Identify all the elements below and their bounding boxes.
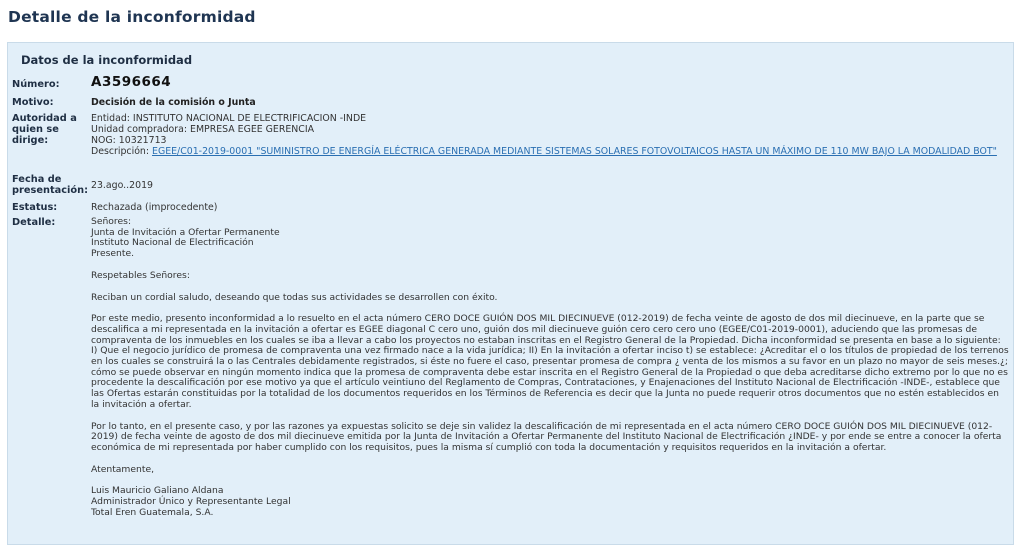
page-title: Detalle de la inconformidad bbox=[8, 8, 256, 26]
descripcion-block bbox=[91, 146, 1003, 157]
destinatario-3: Instituto Nacional de Electrificación bbox=[91, 237, 254, 249]
motivo-value: Decisión de la comisión o Junta bbox=[91, 97, 256, 108]
detalle-value bbox=[91, 217, 1009, 518]
despedida: Atentamente, bbox=[91, 463, 155, 475]
label-detalle: Detalle: bbox=[12, 217, 56, 228]
descripcion-link[interactable]: EGEE/C01-2019-0001 "SUMINISTRO DE ENERGÍA ELÉCTRICA GENERADA MEDIANTE SISTEMAS SOLARES FOTOVOLTAICOS HASTA UN MÁXIMO DE 110 MW BAJO LA MODALIDAD BOT" bbox=[152, 146, 997, 157]
firma-cargo: Administrador Único y Representante Legal bbox=[91, 496, 291, 508]
label-estatus: Estatus: bbox=[12, 202, 58, 213]
detail-panel bbox=[7, 42, 1014, 545]
estatus-value: Rechazada (improcedente) bbox=[91, 202, 218, 213]
destinatario-2: Junta de Invitación a Ofertar Permanente bbox=[91, 226, 280, 238]
autoridad-value bbox=[91, 113, 1009, 157]
firma-empresa: Total Eren Guatemala, S.A. bbox=[91, 506, 214, 518]
descripcion-label: Descripción: bbox=[91, 146, 153, 157]
unidad-text: Unidad compradora: EMPRESA EGEE GERENCIA bbox=[91, 124, 315, 135]
saludo: Respetables Señores: bbox=[91, 269, 190, 281]
parrafo-3: Por lo tanto, en el presente caso, y por las razones ya expuestas solicito se deje sin validez la descalificación de mi representada en el acta número CERO DOCE GUIÓN DOS MIL DIECINUEVE (012-2019) de fecha veinte de agosto de dos mil diecinueve emitida por la Junta de Invitación a Ofertar Permanente del Instituto Nacional de Electrificación ¿INDE- y por ende se entre a conocer la oferta económica de mi representada por haber cumplido con los requisitos, pues la misma sí cumplió con toda la documentación y requisitos requeridos en la invitación a ofertar. bbox=[91, 420, 1002, 453]
parrafo-2: Por este medio, presento inconformidad a lo resuelto en el acta número CERO DOCE GUIÓN DOS MIL DIECINUEVE (012-2019) de fecha veinte de agosto de dos mil diecinueve, en la parte que se descalifica a mi representada en la invitación a ofertar es EGEE diagonal C cero uno, guión dos mil diecinueve guión cero cero cero uno (EGEE/C01-2019-0001), aduciendo que las promesas de compraventa de los inmuebles en los cuales se iba a llevar a cabo los proyectos no estaban inscritas en el Registro General de la Propiedad. Dicha inconformidad se presenta en base a lo siguiente: I) Que el negocio jurídico de promesa de compraventa una vez firmado nace a la vida jurídica; II) En la invitación a ofertar inciso t) se establece: ¿Acreditar el o los títulos de propiedad de los terrenos en los cuales se construirá la o las Centrales debidamente registrados, si éste no fuere el caso, presentar promesa de compra ¿ venta de los mismos a su favor en un plazo no mayor de seis meses.¿; cómo se puede observar en ningún momento indica que la promesa de compraventa debe estar inscrita en el Registro General de la Propiedad o que deba acreditarse dicho extremo por lo que no es procedente la descalificación por ese motivo ya que el artículo veintiuno del Reglamento de Compras, Contrataciones, y Enajenaciones del Instituto Nacional de Electrificación -INDE-, establece que las Ofertas estarán constituidas por la totalidad de los documentos requeridos en los Términos de Referencia es decir que la Junta no puede requerir otros documentos que no estén establecidos en la invitación a ofertar. bbox=[91, 313, 1009, 410]
panel-title: Datos de la inconformidad bbox=[21, 53, 193, 67]
destinatario-4: Presente. bbox=[91, 248, 135, 260]
entidad-text: Entidad: INSTITUTO NACIONAL DE ELECTRIFICACION -INDE bbox=[91, 113, 367, 124]
label-motivo: Motivo: bbox=[12, 97, 54, 108]
nog-text: NOG: 10321713 bbox=[91, 135, 167, 146]
label-fecha: Fecha de presentación: bbox=[12, 174, 89, 196]
firma-nombre: Luis Mauricio Galiano Aldana bbox=[91, 485, 224, 497]
label-numero: Número: bbox=[12, 79, 60, 90]
numero-value: A3596664 bbox=[91, 74, 172, 90]
fecha-value: 23.ago..2019 bbox=[91, 180, 153, 191]
parrafo-1: Reciban un cordial saludo, deseando que todas sus actividades se desarrollen con éxito. bbox=[91, 291, 498, 303]
label-autoridad: Autoridad a quien se dirige: bbox=[12, 113, 77, 146]
destinatario-1: Señores: bbox=[91, 216, 132, 227]
